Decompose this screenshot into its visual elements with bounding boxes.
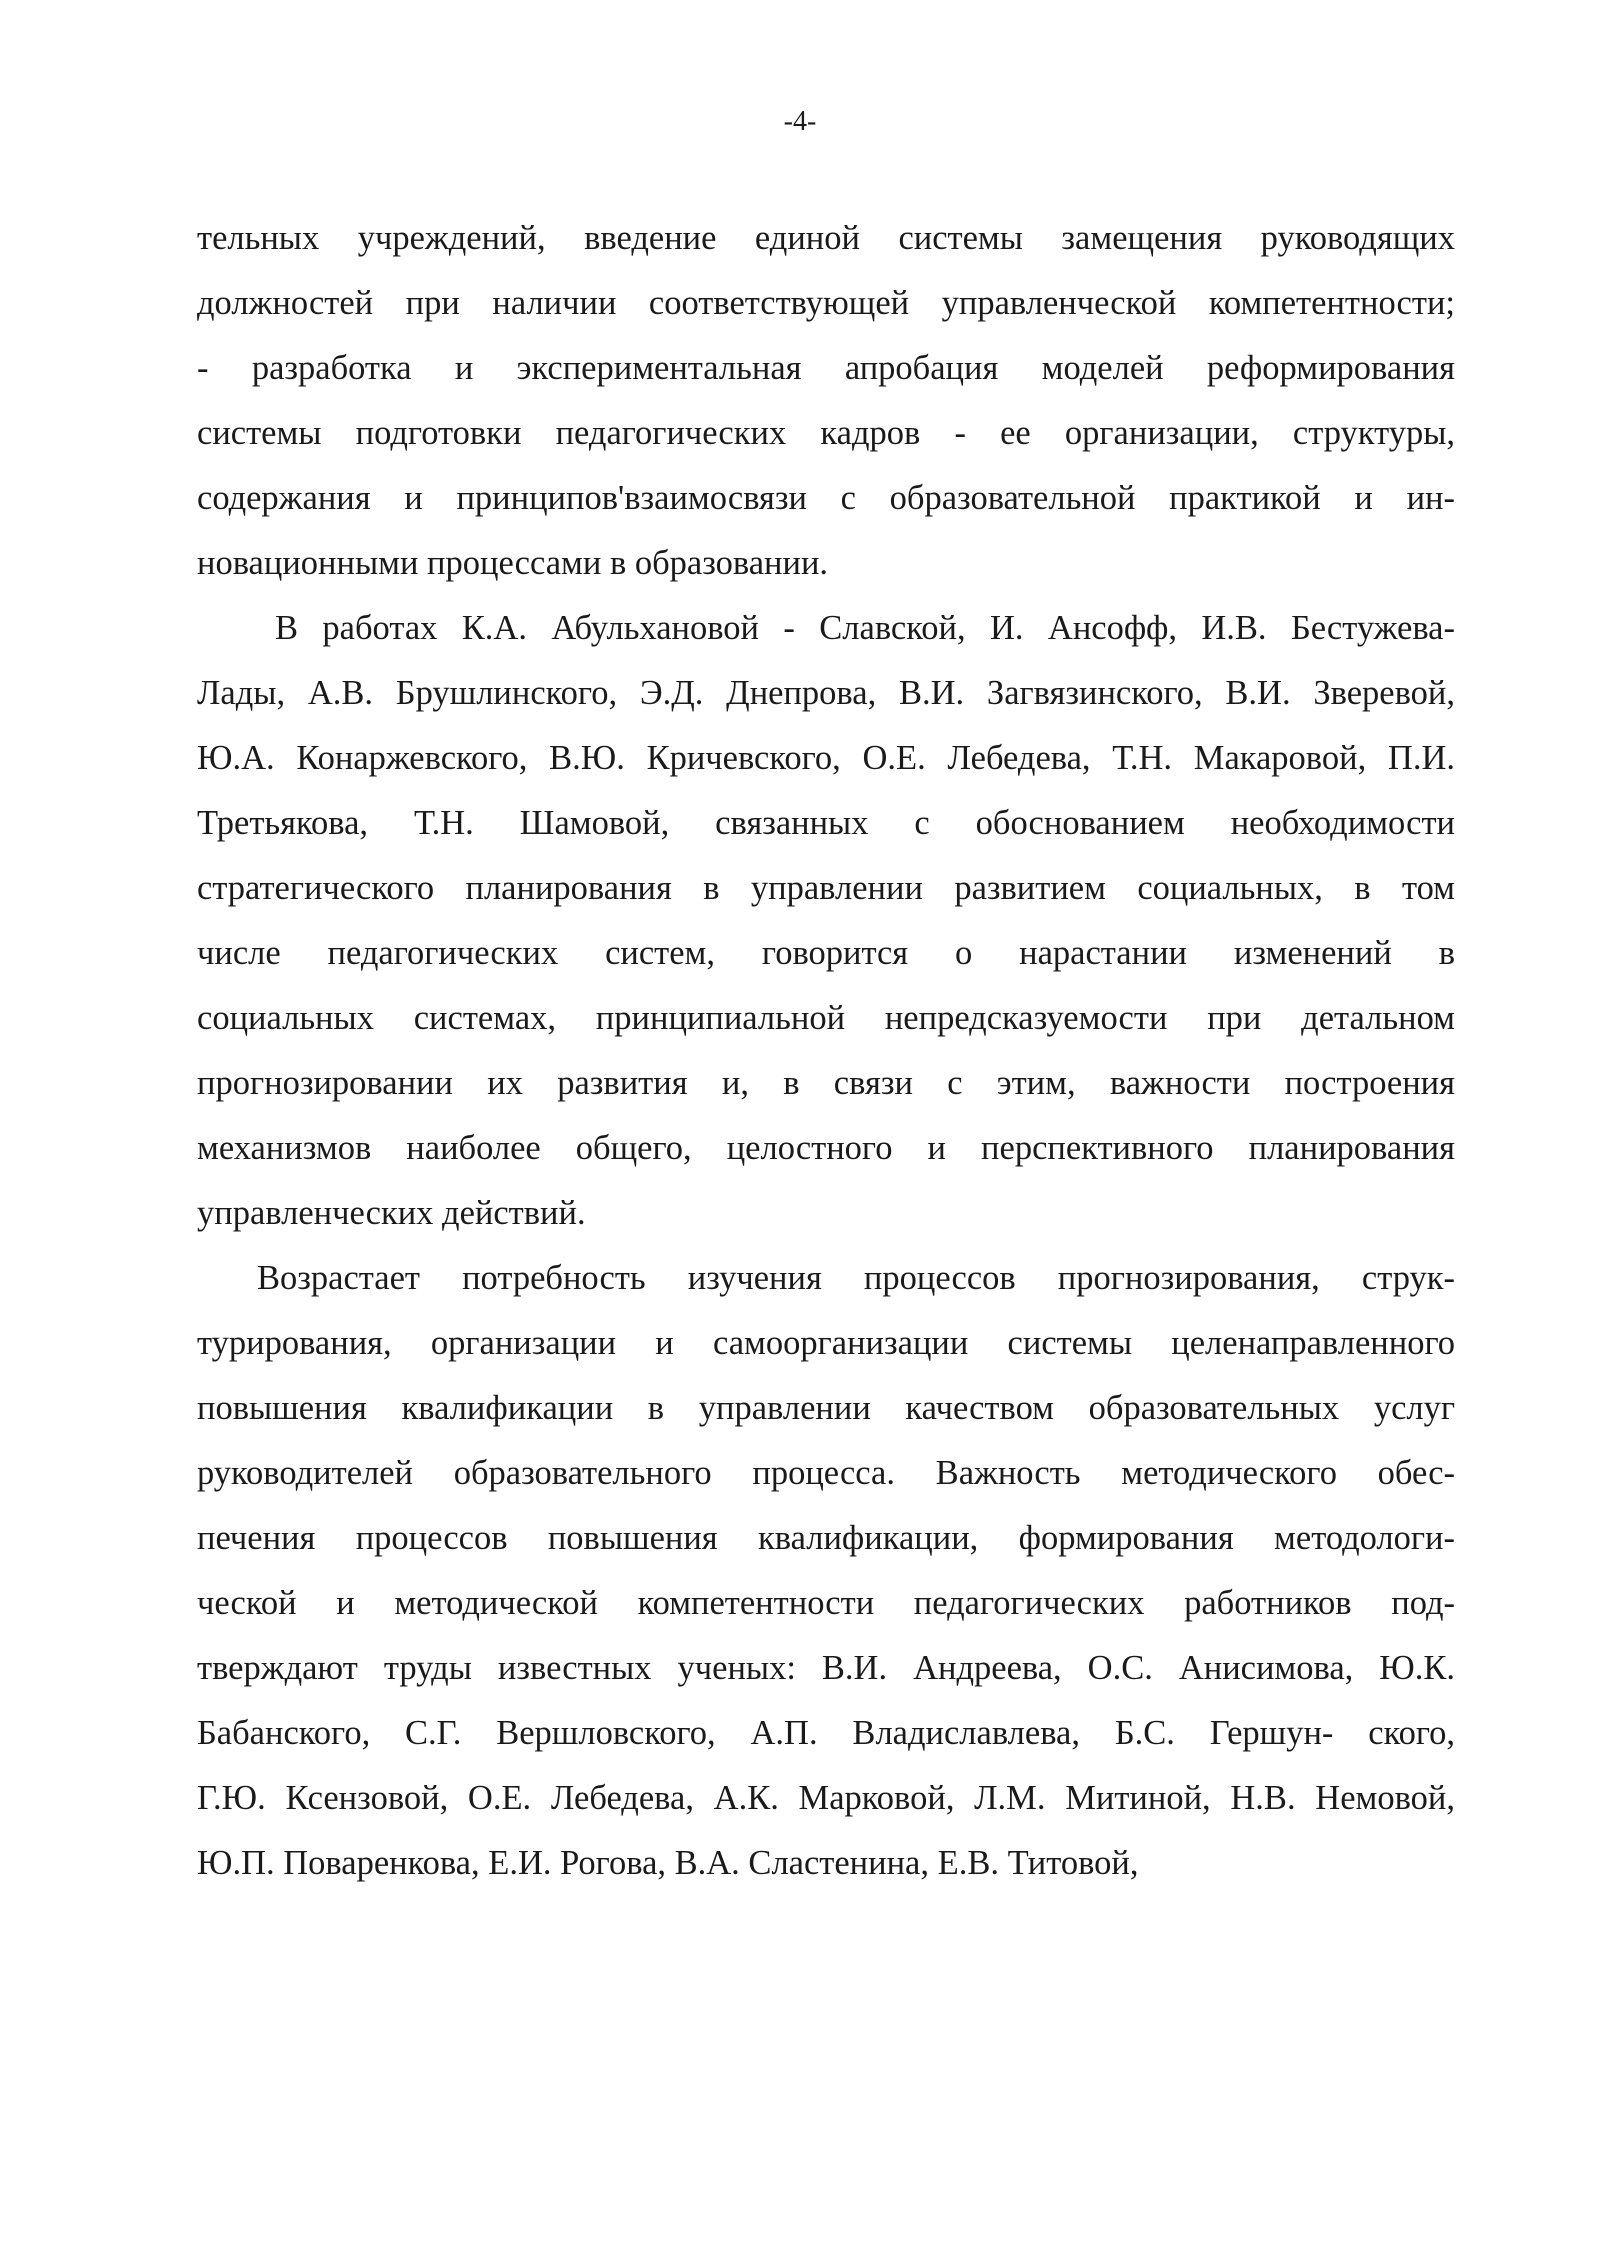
text-line: стратегического планирования в управлении развитием социальных, в том xyxy=(197,869,1455,907)
text-line: социальных системах, принципиальной непредсказуемости при детальном xyxy=(197,999,1455,1037)
text-line: управленческих действий. xyxy=(197,1194,586,1232)
text-line: должностей при наличии соответствующей управленческой компетентности; xyxy=(197,284,1455,322)
text-line: Ю.П. Поваренкова, Е.И. Рогова, В.А. Сластенина, Е.В. Титовой, xyxy=(197,1844,1139,1882)
text-line: турирования, организации и самоорганизации системы целенаправленного xyxy=(197,1324,1455,1362)
text-line: Возрастает потребность изучения процессов прогнозирования, струк- xyxy=(257,1259,1455,1297)
text-line: Г.Ю. Ксензовой, О.Е. Лебедева, А.К. Марковой, Л.М. Митиной, Н.В. Немовой, xyxy=(197,1779,1455,1817)
text-line: руководителей образовательного процесса. Важность методического обес- xyxy=(197,1454,1455,1492)
text-line: прогнозировании их развития и, в связи с этим, важности построения xyxy=(197,1064,1455,1102)
text-line: печения процессов повышения квалификации, формирования методологи- xyxy=(197,1519,1455,1557)
text-line: Третьякова, Т.Н. Шамовой, связанных с обоснованием необходимости xyxy=(197,804,1455,842)
text-line: числе педагогических систем, говорится о нарастании изменений в xyxy=(197,934,1455,972)
text-line: ческой и методической компетентности педагогических работников под- xyxy=(197,1584,1455,1622)
document-body xyxy=(197,206,1455,1896)
text-line: Ю.А. Конаржевского, В.Ю. Кричевского, О.Е. Лебедева, Т.Н. Макаровой, П.И. xyxy=(197,739,1455,777)
text-line: - разработка и экспериментальная апробация моделей реформирования xyxy=(197,349,1455,387)
text-line: В работах К.А. Абульхановой - Славской, И. Ансофф, И.В. Бестужева- xyxy=(275,609,1455,647)
text-line: содержания и принципов'взаимосвязи с образовательной практикой и ин- xyxy=(197,479,1455,517)
text-line: системы подготовки педагогических кадров - ее организации, структуры, xyxy=(197,414,1455,452)
text-line: тверждают труды известных ученых: В.И. Андреева, О.С. Анисимова, Ю.К. xyxy=(197,1649,1455,1687)
text-line: тельных учреждений, введение единой системы замещения руководящих xyxy=(197,219,1455,257)
text-line: новационными процессами в образовании. xyxy=(197,544,829,582)
text-line: механизмов наиболее общего, целостного и перспективного планирования xyxy=(197,1129,1455,1167)
text-line: Лады, А.В. Брушлинского, Э.Д. Днепрова, В.И. Загвязинского, В.И. Зверевой, xyxy=(197,674,1455,712)
page-number: -4- xyxy=(783,106,817,137)
text-line: Бабанского, С.Г. Вершловского, А.П. Владиславлева, Б.С. Гершун- ского, xyxy=(197,1714,1455,1752)
text-line: повышения квалификации в управлении качеством образовательных услуг xyxy=(197,1389,1455,1427)
